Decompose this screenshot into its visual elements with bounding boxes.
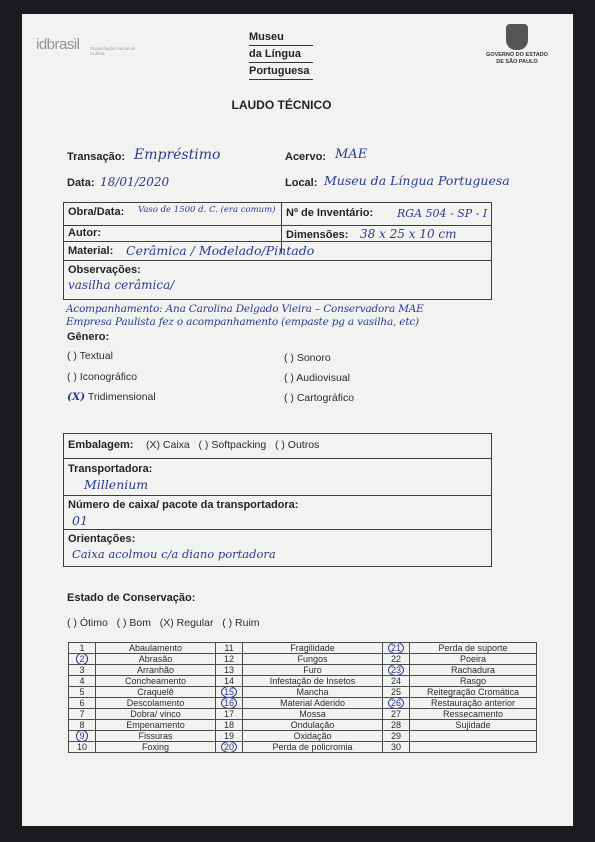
embalagem-box (63, 433, 492, 567)
museum-line-1: Museu (249, 29, 313, 46)
estado-label: Estado de Conservação: (67, 592, 196, 604)
data-value: 18/01/2020 (100, 175, 170, 189)
condition-name: Restauração anterior (410, 698, 537, 709)
condition-name: Ondulação (243, 720, 383, 731)
condition-number: 24 (383, 676, 410, 687)
observacoes-value: vasilha cerâmica/ (68, 278, 175, 292)
gov-line-2: DE SÃO PAULO (496, 59, 538, 65)
condition-number: 6 (69, 698, 96, 709)
embalagem-options: (X) Caixa ( ) Softpacking ( ) Outros (146, 439, 320, 451)
condition-number: 11 (216, 643, 243, 654)
condition-name: Dobra/ vinco (96, 709, 216, 720)
org-brand: idbrasil (36, 36, 80, 53)
condition-name: Perda de suporte (410, 643, 537, 654)
condition-number: 20 (216, 742, 243, 753)
condition-number: 22 (383, 654, 410, 665)
observacoes-row (64, 261, 491, 299)
condition-number: 30 (383, 742, 410, 753)
condition-name: Rasgo (410, 676, 537, 687)
genero-option-sonoro: ( ) Sonoro (284, 352, 331, 364)
transportadora-label: Transportadora: (68, 463, 153, 475)
genero-label: Gênero: (67, 331, 110, 343)
condition-number: 27 (383, 709, 410, 720)
condition-number: 15 (216, 687, 243, 698)
dimensoes-value: 38 x 25 x 10 cm (360, 227, 457, 241)
condition-name: Concheamento (96, 676, 216, 687)
document-title: LAUDO TÉCNICO (231, 98, 332, 112)
condition-number: 21 (383, 643, 410, 654)
condition-number: 14 (216, 676, 243, 687)
obra-row (64, 203, 491, 226)
government-logo (462, 24, 572, 66)
table-row (69, 698, 537, 709)
condition-number: 28 (383, 720, 410, 731)
transacao-value: Empréstimo (134, 147, 221, 163)
condition-number: 4 (69, 676, 96, 687)
caixa-value: 01 (72, 513, 88, 528)
obra-label: Obra/Data: (68, 206, 125, 218)
idbrasil-logo (36, 36, 136, 56)
condition-name: Abrasão (96, 654, 216, 665)
table-row (69, 654, 537, 665)
table-row (69, 676, 537, 687)
condition-name: Craquelê (96, 687, 216, 698)
genero-option-tridimensional: (X) Tridimensional (67, 391, 156, 403)
table-row (69, 643, 537, 654)
acervo-value: MAE (335, 147, 368, 162)
condition-name: Foxing (96, 742, 216, 753)
table-row (69, 720, 537, 731)
condition-name: Rachadura (410, 665, 537, 676)
orientacoes-value: Caixa acolmou c/a diano portadora (72, 547, 276, 561)
condition-name: Descolamento (96, 698, 216, 709)
condition-number: 9 (69, 731, 96, 742)
data-label: Data: (67, 177, 95, 189)
condition-name: Ressecamento (410, 709, 537, 720)
condition-name: Infestação de Insetos (243, 676, 383, 687)
condition-number: 5 (69, 687, 96, 698)
acervo-label: Acervo: (285, 151, 326, 163)
condition-number: 29 (383, 731, 410, 742)
condition-name: Reitegração Cromática (410, 687, 537, 698)
condition-name: Fragilidade (243, 643, 383, 654)
genero-option-cartografico: ( ) Cartográfico (284, 392, 355, 404)
condition-number: 7 (69, 709, 96, 720)
museum-logo (249, 29, 313, 80)
observacoes-label: Observações: (68, 264, 141, 276)
autor-row (64, 226, 491, 242)
dimensoes-label: Dimensões: (286, 229, 349, 241)
document-page (22, 14, 573, 826)
condition-number: 17 (216, 709, 243, 720)
condition-name: Oxidação (243, 731, 383, 742)
condition-name: Mossa (243, 709, 383, 720)
embalagem-row (64, 434, 491, 459)
condition-name: Material Aderido (243, 698, 383, 709)
table-row (69, 665, 537, 676)
condition-name: Furo (243, 665, 383, 676)
table-row (69, 742, 537, 753)
obra-value: Vaso de 1500 d. C. (era comum) (138, 205, 276, 215)
museum-line-3: Portuguesa (249, 63, 313, 80)
museum-line-2: da Língua (249, 46, 313, 63)
conservation-table (68, 642, 537, 753)
acompanhamento-line-1: Acompanhamento: Ana Carolina Delgado Vieira – Conservadora MAE (66, 303, 424, 315)
condition-name: Abaulamento (96, 643, 216, 654)
acompanhamento-line-2: Empresa Paulista fez o acompanhamento (empaste pg a vasilha, etc) (66, 316, 419, 328)
gov-line-1: GOVERNO DO ESTADO (486, 52, 548, 58)
condition-number: 2 (69, 654, 96, 665)
inventario-label: Nº de Inventário: (286, 207, 374, 219)
condition-name (410, 731, 537, 742)
condition-name: Fungos (243, 654, 383, 665)
condition-number: 18 (216, 720, 243, 731)
table-row (69, 709, 537, 720)
autor-label: Autor: (68, 227, 101, 239)
embalagem-label: Embalagem: (68, 439, 134, 451)
material-label: Material: (68, 245, 114, 257)
table-row (69, 687, 537, 698)
condition-number: 19 (216, 731, 243, 742)
condition-name: Sujidade (410, 720, 537, 731)
transportadora-row (64, 459, 491, 496)
orientacoes-label: Orientações: (68, 533, 136, 545)
condition-name: Arranhão (96, 665, 216, 676)
coat-of-arms-icon (506, 24, 528, 50)
table-row (69, 731, 537, 742)
genero-option-audiovisual: ( ) Audiovisual (284, 372, 350, 384)
local-label: Local: (285, 177, 318, 189)
condition-name: Empenamento (96, 720, 216, 731)
org-subtitle: Organização Social de Cultura (90, 46, 136, 56)
condition-number: 1 (69, 643, 96, 654)
caixa-row (64, 496, 491, 530)
condition-number: 13 (216, 665, 243, 676)
caixa-label: Número de caixa/ pacote da transportadora: (68, 499, 299, 511)
genero-option-iconografico: ( ) Iconográfico (67, 371, 138, 383)
estado-options: ( ) Ótimo ( ) Bom (X) Regular ( ) Ruim (67, 617, 260, 629)
transportadora-value: Millenium (84, 477, 149, 492)
condition-number: 10 (69, 742, 96, 753)
condition-number: 3 (69, 665, 96, 676)
condition-number: 16 (216, 698, 243, 709)
material-value: Cerâmica / Modelado/Pintado (126, 243, 315, 258)
condition-name: Fissuras (96, 731, 216, 742)
obra-box (63, 202, 492, 300)
inventario-value: RGA 504 - SP - I (397, 207, 488, 220)
genero-option-textual: ( ) Textual (67, 350, 113, 362)
condition-name: Mancha (243, 687, 383, 698)
condition-name: Perda de policromia (243, 742, 383, 753)
orientacoes-row (64, 530, 491, 566)
condition-number: 12 (216, 654, 243, 665)
transacao-label: Transação: (67, 151, 126, 163)
material-row (64, 242, 491, 261)
condition-name: Poeira (410, 654, 537, 665)
local-value: Museu da Língua Portuguesa (324, 173, 510, 188)
condition-number: 23 (383, 665, 410, 676)
condition-number: 8 (69, 720, 96, 731)
condition-name (410, 742, 537, 753)
condition-number: 26 (383, 698, 410, 709)
condition-number: 25 (383, 687, 410, 698)
